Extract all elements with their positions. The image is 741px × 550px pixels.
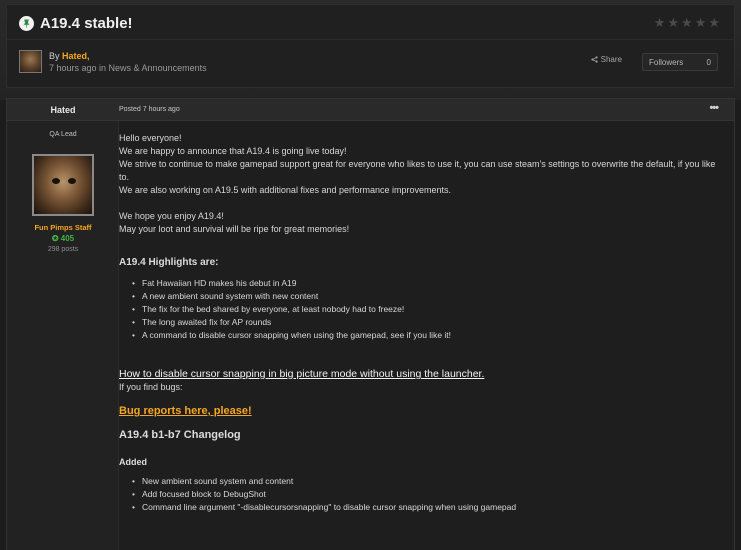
avatar[interactable]	[32, 154, 94, 216]
list-item: • A new ambient sound system with new content	[132, 290, 724, 303]
pin-icon	[19, 16, 34, 31]
list-item: • Fat Hawaiian HD makes his debut in A19	[132, 277, 724, 290]
post	[6, 98, 735, 550]
author-avatar[interactable]	[19, 50, 42, 73]
changelog-heading: A19.4 b1-b7 Changelog	[119, 429, 241, 441]
intro-line: We are happy to announce that A19.4 is going live today!	[119, 146, 347, 156]
star-icon[interactable]: ★	[653, 15, 666, 30]
followers-count: 0	[706, 57, 711, 67]
list-item: • Command line argument "-disablecursorsnapping" to disable cursor snapping when using gamepad	[132, 501, 724, 514]
added-heading: Added	[119, 457, 147, 467]
by-line	[49, 51, 90, 61]
list-item: • The fix for the bed shared by everyone, at least nobody had to freeze!	[132, 303, 724, 316]
highlights-list	[119, 277, 724, 342]
post-content	[119, 132, 724, 514]
reputation	[7, 234, 119, 243]
post-header	[7, 99, 734, 121]
thread-header	[6, 4, 735, 88]
intro-line: We are also working on A19.5 with additional fixes and performance improvements.	[119, 185, 452, 195]
author-sidebar	[7, 121, 119, 550]
cursor-snapping-link[interactable]: How to disable cursor snapping in big picture mode without using the launcher.	[119, 368, 485, 380]
highlights-heading: A19.4 Highlights are:	[119, 257, 219, 268]
star-icon[interactable]: ★	[681, 15, 693, 30]
intro-line: We strive to continue to make gamepad support great for everyone who likes to use it, you can use steam's settings to overwrite the default, if you like to.	[119, 159, 716, 182]
author-link[interactable]: Hated,	[62, 51, 90, 61]
list-item: • New ambient sound system and content	[132, 475, 724, 488]
title-row	[19, 15, 133, 32]
followers-button[interactable]	[642, 53, 718, 71]
list-item: • The long awaited fix for AP rounds	[132, 316, 724, 329]
added-list	[119, 475, 724, 514]
closing-line: We hope you enjoy A19.4!	[119, 211, 224, 221]
followers-label: Followers	[649, 57, 684, 67]
star-icon[interactable]: ★	[694, 15, 707, 30]
closing-line: May your loot and survival will be ripe for great memories!	[119, 224, 350, 234]
poster-name[interactable]: Hated	[50, 105, 76, 115]
divider	[7, 39, 734, 40]
page-title: A19.4 stable!	[40, 15, 133, 32]
list-item: • Add focused block to DebugShot	[132, 488, 724, 501]
share-button[interactable]	[591, 55, 622, 64]
reputation-icon: ✪	[51, 234, 59, 243]
post-count: 298 posts	[47, 246, 79, 253]
star-icon[interactable]: ★	[667, 15, 680, 30]
more-options-icon[interactable]: •••	[709, 102, 718, 114]
intro-line: Hello everyone!	[119, 133, 182, 143]
thread-meta: 7 hours ago in News & Announcements	[49, 63, 207, 73]
share-label: Share	[600, 55, 622, 64]
by-label: By	[49, 51, 60, 61]
staff-badge: Fun Pimps Staff	[34, 223, 92, 232]
share-icon	[591, 56, 598, 63]
posted-time[interactable]: Posted 7 hours ago	[119, 106, 180, 113]
author-role: QA Lead	[49, 131, 77, 138]
bug-reports-link[interactable]: Bug reports here, please!	[119, 405, 252, 417]
rating-stars[interactable]	[654, 16, 720, 29]
list-item: • A command to disable cursor snapping when using the gamepad, see if you like it!	[132, 329, 724, 342]
star-icon[interactable]: ★	[708, 15, 720, 30]
reputation-value: 405	[60, 234, 75, 243]
bugs-text: If you find bugs:	[119, 382, 183, 392]
